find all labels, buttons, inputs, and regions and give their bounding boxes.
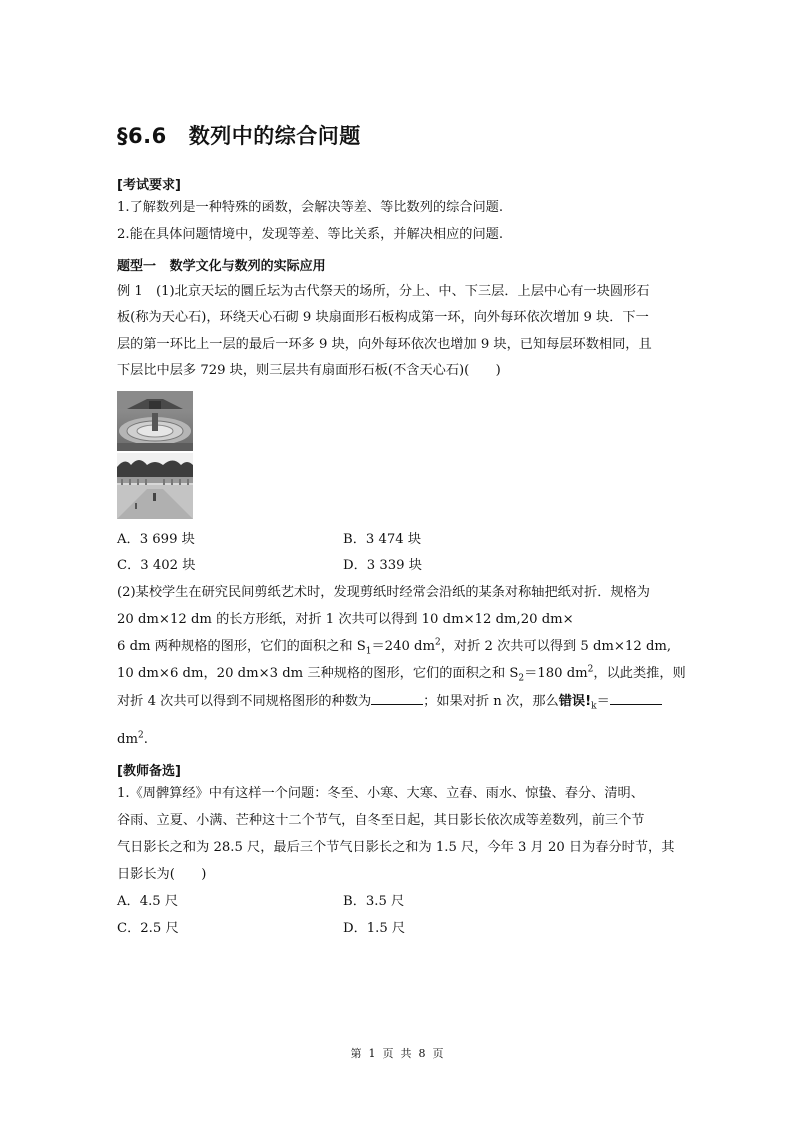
topic-label: 题型一 [117, 259, 157, 274]
topic-heading [117, 255, 326, 274]
option-a: A．3 699 块 [117, 532, 195, 547]
text-segment: dm [117, 732, 138, 747]
teacher-line-4: 日影长为( ) [117, 867, 207, 882]
teacher-option-d: D．1.5 尺 [343, 921, 406, 936]
option-c: C．3 402 块 [117, 558, 196, 573]
text-segment: ＝ [596, 694, 610, 709]
example1-line-4: 下层比中层多 729 块，则三层共有扇面形石板(不含天心石)( ) [117, 363, 501, 378]
text-segment: 10 dm×6 dm，20 dm×3 dm 三种规格的图形，它们的面积之和 S [117, 666, 519, 681]
answer-blank-2[interactable] [610, 690, 662, 705]
superscript: 2 [137, 730, 144, 741]
error-reference: 错误! [558, 694, 592, 709]
option-d: D．3 339 块 [343, 558, 422, 573]
requirement-item-1: 1.了解数列是一种特殊的函数，会解决等差、等比数列的综合问题. [117, 200, 504, 215]
example1-line-1: 例 1 (1)北京天坛的圜丘坛为古代祭天的场所，分上、中、下三层．上层中心有一块圆形石 [117, 284, 650, 299]
teacher-line-2: 谷雨、立夏、小满、芒种这十二个节气，自冬至日起，其日影长依次成等差数列，前三个节 [117, 813, 645, 828]
example1-part2-line-3 [117, 634, 671, 661]
superscript: 2 [435, 637, 441, 648]
teacher-option-a: A．4.5 尺 [117, 894, 179, 909]
teacher-option-b: B．3.5 尺 [343, 894, 405, 909]
tiantan-altar-photo [117, 391, 193, 451]
section-number: §6.6 [117, 124, 167, 148]
example1-part2-line-5 [117, 689, 662, 716]
example1-part2-line-6: $dm^2$. [117, 730, 148, 747]
teacher-line-1: 1.《周髀算经》中有这样一个问题：冬至、小寒、大寒、立春、雨水、惊蛰、春分、清明、 [117, 786, 644, 801]
example1-part2-line-2: 20 dm×12 dm 的长方形纸，对折 1 次共可以得到 10 dm×12 dm,20 dm× [117, 612, 574, 627]
text-segment: ＝180 dm [524, 666, 588, 681]
example1-line-3: 层的第一环比上一层的最后一环多 9 块，向外每环依次也增加 9 块，已知每层环数相同，且 [117, 337, 652, 352]
subscript: k [591, 701, 597, 712]
superscript: 2 [587, 664, 594, 675]
exam-requirements-tag: [考试要求] [117, 178, 181, 193]
teacher-option-c: C．2.5 尺 [117, 921, 179, 936]
example1-part2-line-4 [117, 661, 686, 688]
subscript: 2 [518, 673, 525, 684]
teacher-tag: [教师备选] [117, 764, 181, 779]
example1-line-2: 板(称为天心石)，环绕天心石砌 9 块扇面形石板构成第一环，向外每环依次增加 9 块．下一 [117, 310, 649, 325]
requirement-item-2: 2.能在具体问题情境中，发现等差、等比关系，并解决相应的问题. [117, 227, 504, 242]
teacher-line-3: 气日影长之和为 28.5 尺，最后三个节气日影长之和为 1.5 尺，今年 3 月 20 日为春分时节，其 [117, 840, 675, 855]
page-footer: 第 1 页 共 8 页 [350, 1047, 444, 1060]
answer-blank-1[interactable] [371, 690, 423, 705]
example1-part2-line-1: (2)某校学生在研究民间剪纸艺术时，发现剪纸时经常会沿纸的某条对称轴把纸对折．规格为 [117, 585, 650, 600]
text-segment: 对折 4 次共可以得到不同规格图形的种数为 [117, 694, 372, 709]
text-segment: ；如果对折 n 次，那么 [423, 694, 559, 709]
text-segment: ，以此类推，则 [593, 666, 686, 681]
section-title: 数列中的综合问题 [188, 124, 361, 148]
subscript: 1 [365, 646, 372, 657]
page-title [117, 120, 361, 150]
topic-text: 数学文化与数列的实际应用 [169, 259, 326, 274]
text-segment: ，对折 2 次共可以得到 5 dm×12 dm, [440, 639, 672, 654]
option-b: B．3 474 块 [343, 532, 422, 547]
text-segment: ＝240 dm [371, 639, 435, 654]
circular-mound-photo [117, 453, 193, 519]
text-segment: 6 dm 两种规格的图形，它们的面积之和 S [117, 639, 366, 654]
